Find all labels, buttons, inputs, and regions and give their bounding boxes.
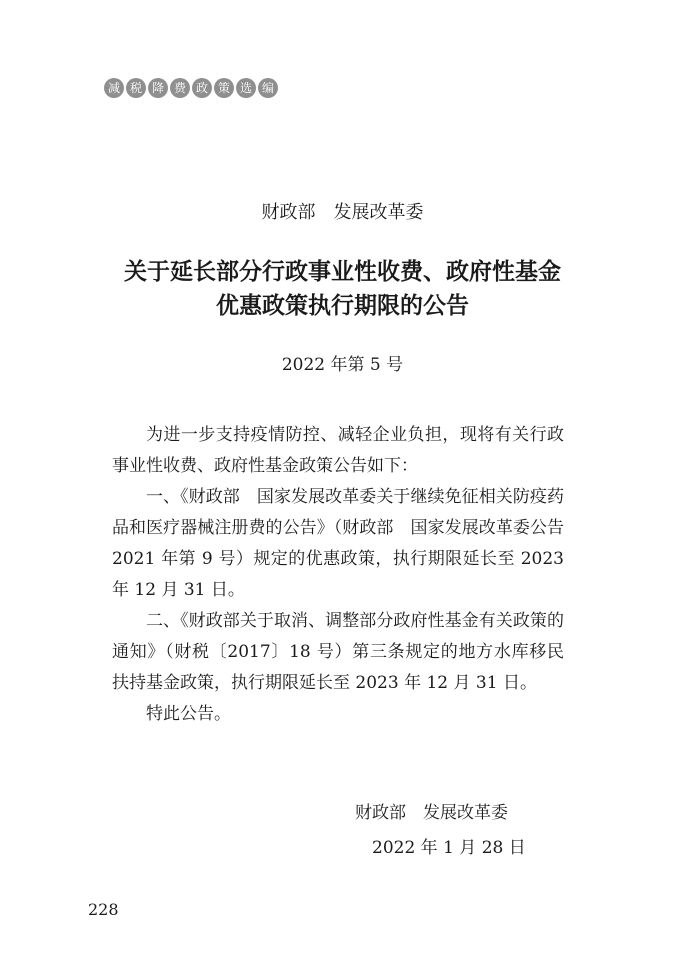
signature-date: 2022 年 1 月 28 日 bbox=[372, 838, 526, 858]
body-paragraph-closing: 特此公告。 bbox=[146, 704, 231, 724]
body-paragraph-intro: 为进一步支持疫情防控、减轻企业负担，现将有关行政事业性收费、政府性基金政策公告如下： bbox=[112, 425, 564, 476]
series-badge-char: 编 bbox=[258, 78, 278, 98]
series-badge-char: 降 bbox=[148, 78, 168, 98]
series-badge-char: 税 bbox=[126, 78, 146, 98]
signature-issuer: 财政部 发展改革委 bbox=[355, 803, 508, 823]
page-number: 228 bbox=[88, 900, 119, 919]
series-header-badges bbox=[104, 78, 278, 98]
document-number: 2022 年第 5 号 bbox=[281, 355, 404, 375]
series-badge-char: 选 bbox=[236, 78, 256, 98]
body-paragraph-item-1: 一、《财政部 国家发展改革委关于继续免征相关防疫药品和医疗器械注册费的公告》（财政部 国家发展改革委公告 2021 年第 9 号）规定的优惠政策，执行期限延长至 2023 年 12 月 31 日。 bbox=[112, 487, 564, 600]
document-body bbox=[112, 420, 564, 730]
series-badge-char: 费 bbox=[170, 78, 190, 98]
series-badge-char: 策 bbox=[214, 78, 234, 98]
document-issuer: 财政部 发展改革委 bbox=[261, 202, 424, 223]
title-line-1: 关于延长部分行政事业性收费、政府性基金 bbox=[124, 258, 561, 285]
body-paragraph-item-2: 二、《财政部关于取消、调整部分政府性基金有关政策的通知》（财税〔2017〕18 号）第三条规定的地方水库移民扶持基金政策，执行期限延长至 2023 年 12 月 31 日。 bbox=[112, 611, 564, 693]
series-badge-char: 政 bbox=[192, 78, 212, 98]
series-badge-char: 减 bbox=[104, 78, 124, 98]
document-title bbox=[0, 255, 685, 323]
title-line-2: 优惠政策执行期限的公告 bbox=[216, 292, 469, 319]
